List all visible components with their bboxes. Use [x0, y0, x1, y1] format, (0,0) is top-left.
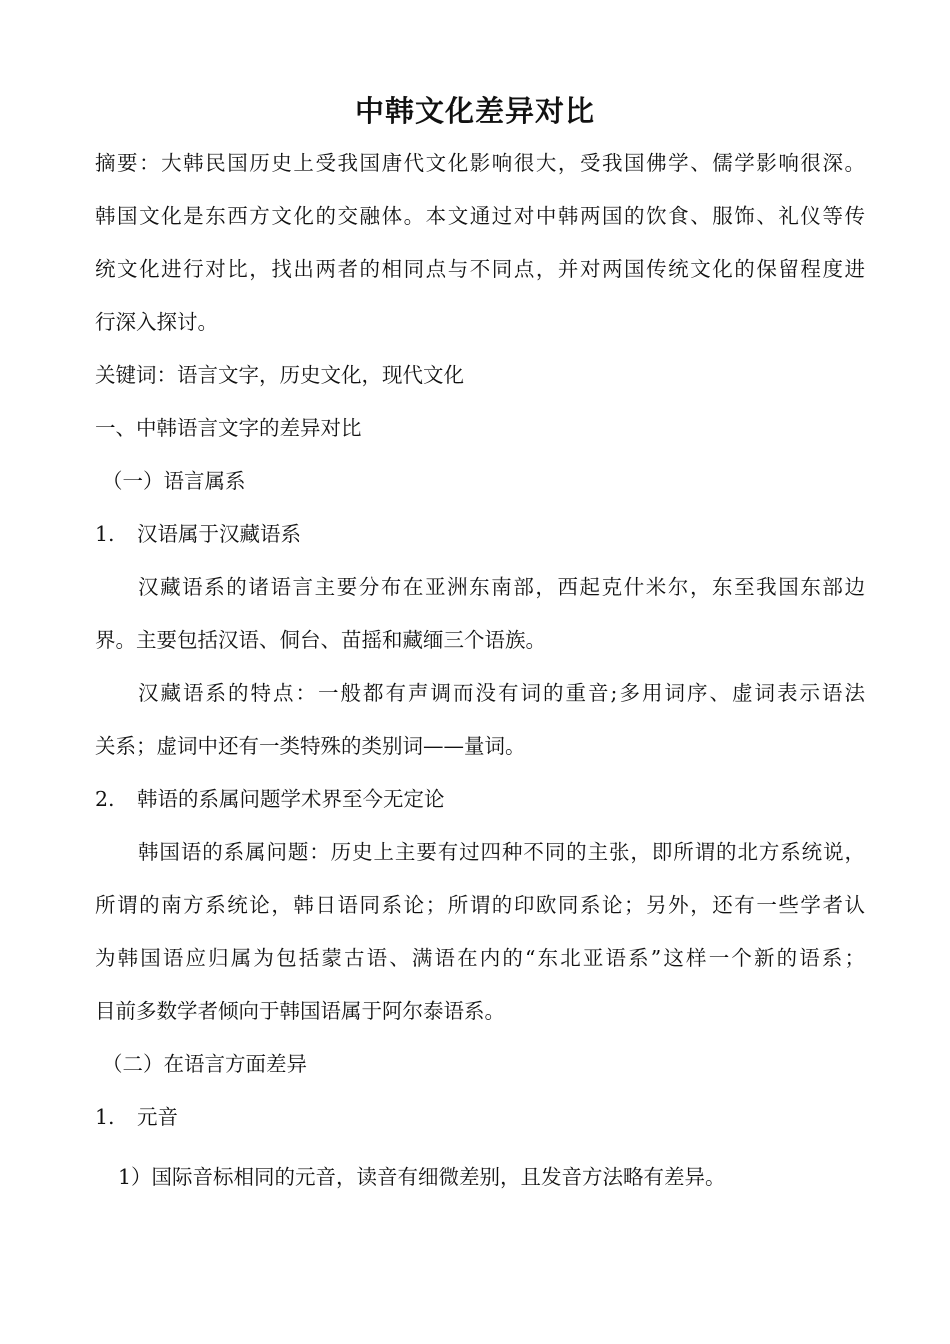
item-number: 2.	[95, 787, 115, 811]
subsection-heading-1: （一）语言属系	[102, 469, 246, 493]
item-label: 汉语属于汉藏语系	[137, 522, 301, 546]
abstract-line-4: 行深入探讨。	[95, 310, 218, 334]
paragraph-line: 韩国语的系属问题：历史上主要有过四种不同的主张，即所谓的北方系统说，	[138, 840, 865, 864]
subsection-heading-2: （二）在语言方面差异	[102, 1052, 307, 1076]
item-number: 1.	[95, 1105, 115, 1129]
paragraph-line: 界。主要包括汉语、侗台、苗摇和藏缅三个语族。	[95, 628, 546, 652]
item-heading-2	[95, 784, 865, 814]
abstract-line-3: 统文化进行对比，找出两者的相同点与不同点，并对两国传统文化的保留程度进	[95, 257, 865, 281]
paragraph-line: 关系；虚词中还有一类特殊的类别词——量词。	[95, 734, 526, 758]
item-number: 1.	[95, 522, 115, 546]
item-label: 韩语的系属问题学术界至今无定论	[137, 787, 445, 811]
document-title: 中韩文化差异对比	[354, 94, 595, 128]
paragraph-line: 目前多数学者倾向于韩国语属于阿尔泰语系。	[95, 999, 505, 1023]
item-heading-1	[95, 519, 865, 549]
section-heading-1: 一、中韩语言文字的差异对比	[95, 416, 362, 440]
paragraph-line: 汉藏语系的诸语言主要分布在亚洲东南部，西起克什米尔，东至我国东部边	[138, 575, 865, 599]
item-label: 元音	[137, 1105, 178, 1129]
item-heading-3	[95, 1102, 865, 1132]
keywords: 关键词：语言文字，历史文化，现代文化	[95, 363, 464, 387]
paragraph-line: 所谓的南方系统论，韩日语同系论；所谓的印欧同系论；另外，还有一些学者认	[95, 893, 865, 917]
point-line: 1）国际音标相同的元音，读音有细微差别，且发音方法略有差异。	[118, 1165, 726, 1189]
paragraph-line: 汉藏语系的特点：一般都有声调而没有词的重音;多用词序、虚词表示语法	[138, 681, 865, 705]
abstract-line-2: 韩国文化是东西方文化的交融体。本文通过对中韩两国的饮食、服饰、礼仪等传	[95, 204, 865, 228]
abstract-line-1: 摘要：大韩民国历史上受我国唐代文化影响很大，受我国佛学、儒学影响很深。	[95, 151, 865, 175]
paragraph-line: 为韩国语应归属为包括蒙古语、满语在内的“东北亚语系”这样一个新的语系；	[95, 946, 865, 970]
